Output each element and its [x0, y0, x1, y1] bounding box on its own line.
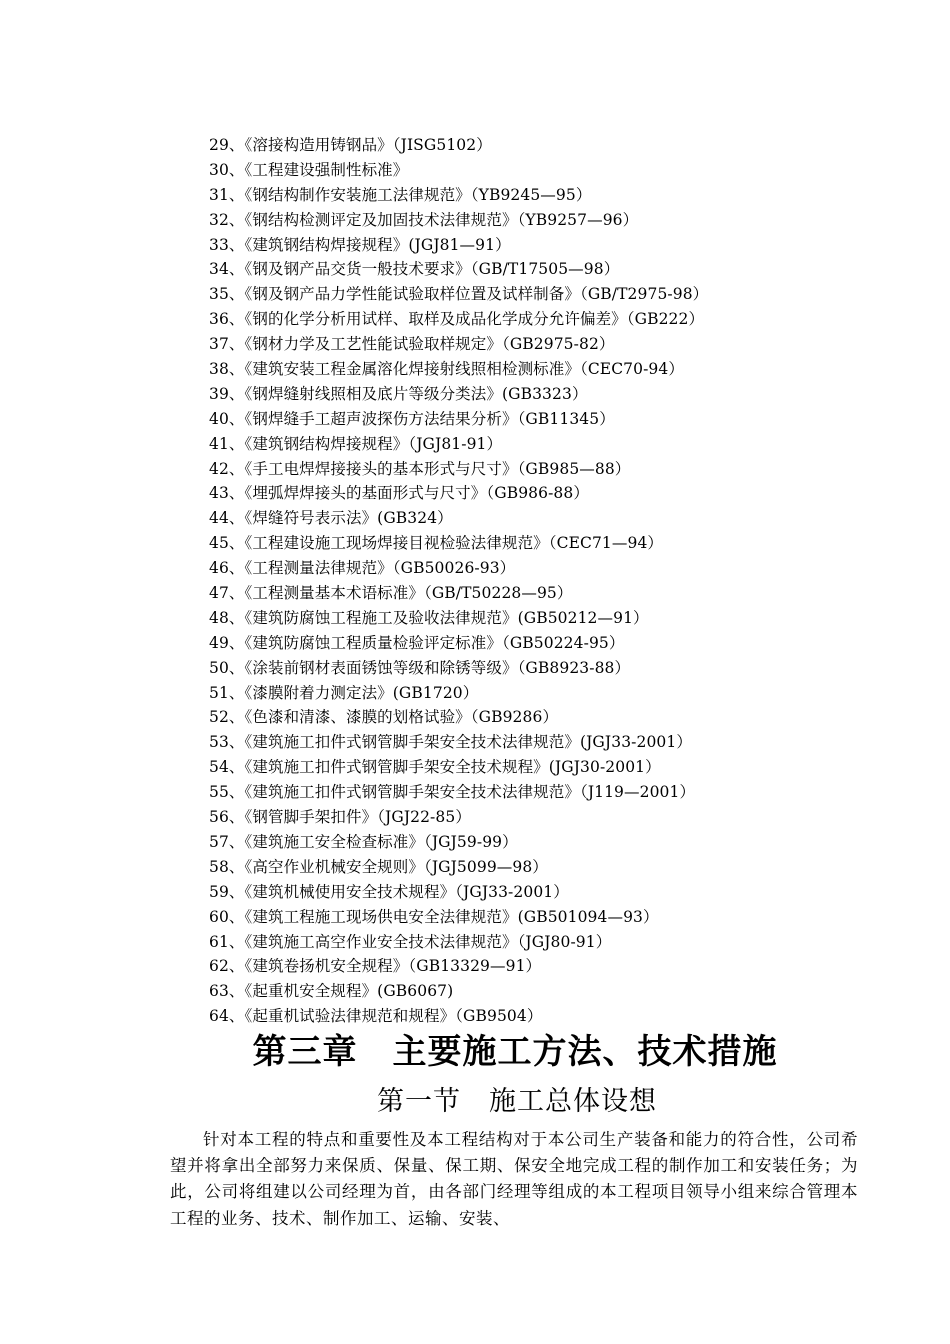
- list-item: 44、《焊缝符号表示法》(GB324）: [209, 509, 453, 528]
- reference-standards-list: [209, 133, 889, 1029]
- list-item: 54、《建筑施工扣件式钢管脚手架安全技术规程》(JGJ30-2001）: [209, 758, 661, 777]
- list-item: 58、《高空作业机械安全规则》（JGJ5099—98）: [209, 857, 548, 876]
- list-item: 45、《工程建设施工现场焊接目视检验法律规范》（CEC71—94）: [209, 534, 664, 553]
- list-item: 62、《建筑卷扬机安全规程》（GB13329—91）: [209, 957, 542, 976]
- list-item: 35、《钢及钢产品力学性能试验取样位置及试样制备》（GB/T2975-98）: [209, 285, 709, 304]
- list-item: 61、《建筑施工高空作业安全技术法律规范》（JGJ80-91）: [209, 932, 612, 951]
- list-item: 64、《起重机试验法律规范和规程》（GB9504）: [209, 1007, 543, 1026]
- chapter-title: 第三章 主要施工方法、技术措施: [252, 1032, 778, 1072]
- section-title: 第一节 施工总体设想: [377, 1086, 657, 1117]
- list-item: 50、《涂装前钢材表面锈蚀等级和除锈等级》（GB8923-88）: [209, 658, 631, 677]
- list-item: 37、《钢材力学及工艺性能试验取样规定》（GB2975-82）: [209, 335, 615, 354]
- list-item: 39、《钢焊缝射线照相及底片等级分类法》(GB3323）: [209, 384, 588, 403]
- list-item: 56、《钢管脚手架扣件》（JGJ22-85）: [209, 808, 471, 827]
- list-item: 42、《手工电焊焊接接头的基本形式与尺寸》（GB985—88）: [209, 459, 631, 478]
- list-item: 38、《建筑安装工程金属溶化焊接射线照相检测标准》（CEC70-94）: [209, 360, 684, 379]
- list-item: 55、《建筑施工扣件式钢管脚手架安全技术法律规范》（J119—2001）: [209, 783, 696, 802]
- list-item: 52、《色漆和清漆、漆膜的划格试验》（GB9286）: [209, 708, 559, 727]
- list-item: 53、《建筑施工扣件式钢管脚手架安全技术法律规范》(JGJ33-2001）: [209, 733, 692, 752]
- body-paragraph: 针对本工程的特点和重要性及本工程结构对于本公司生产装备和能力的符合性，公司希望并将拿出全部努力来保质、保量、保工期、保安全地完成工程的制作加工和安装任务；为此，公司将组建以公司经理为首，由各部门经理等组成的本工程项目领导小组来综合管理本工程的业务、技术、制作加工、运输、安装、: [170, 1130, 858, 1228]
- list-item: 34、《钢及钢产品交货一般技术要求》（GB/T17505—98）: [209, 260, 620, 279]
- list-item: 49、《建筑防腐蚀工程质量检验评定标准》（GB50224-95）: [209, 633, 625, 652]
- list-item: 33、《建筑钢结构焊接规程》(JGJ81—91）: [209, 235, 511, 254]
- list-item: 30、《工程建设强制性标准》: [209, 160, 409, 179]
- list-item: 32、《钢结构检测评定及加固技术法律规范》（YB9257—96）: [209, 210, 639, 229]
- list-item: 43、《埋弧焊焊接头的基面形式与尺寸》（GB986-88）: [209, 484, 589, 503]
- list-item: 48、《建筑防腐蚀工程施工及验收法律规范》(GB50212—91）: [209, 608, 649, 627]
- list-item: 63、《起重机安全规程》(GB6067): [209, 982, 454, 1001]
- list-item: 31、《钢结构制作安装施工法律规范》（YB9245—95）: [209, 185, 592, 204]
- list-item: 57、《建筑施工安全检查标准》（JGJ59-99）: [209, 832, 518, 851]
- list-item: 59、《建筑机械使用安全技术规程》（JGJ33-2001）: [209, 882, 569, 901]
- list-item: 46、《工程测量法律规范》（GB50026-93）: [209, 559, 516, 578]
- list-item: 29、《溶接构造用铸钢品》（JISG5102）: [209, 136, 492, 154]
- list-item: 36、《钢的化学分析用试样、取样及成品化学成分允许偏差》（GB222）: [209, 310, 705, 329]
- list-item: 51、《漆膜附着力测定法》(GB1720）: [209, 683, 479, 702]
- list-item: 41、《建筑钢结构焊接规程》（JGJ81-91）: [209, 434, 503, 453]
- list-item: 47、《工程测量基本术语标准》（GB/T50228—95）: [209, 584, 573, 603]
- list-item: 40、《钢焊缝手工超声波探伤方法结果分析》（GB11345）: [209, 409, 615, 428]
- list-item: 60、《建筑工程施工现场供电安全法律规范》(GB501094—93）: [209, 907, 659, 926]
